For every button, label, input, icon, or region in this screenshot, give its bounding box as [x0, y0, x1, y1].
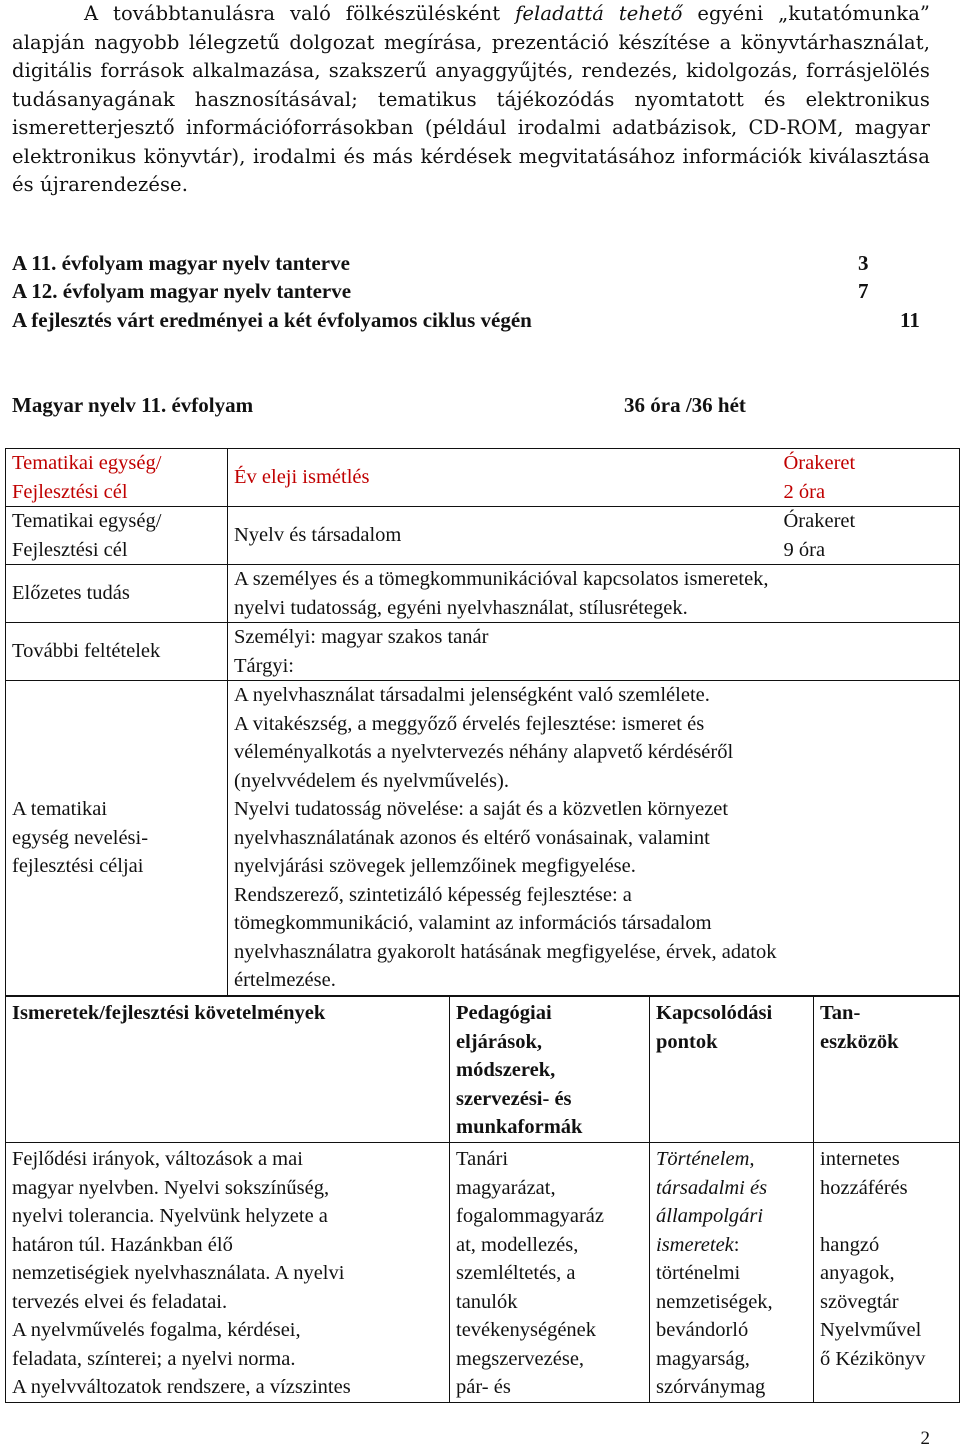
prior-label: Előzetes tudás: [6, 565, 228, 623]
content-line: nemzetiségiek nyelvhasználata. A nyelvi: [12, 1262, 345, 1284]
column-header-line: munkaformák: [456, 1116, 583, 1138]
goals-line: nyelvjárási szövegek jellemzőinek megfigyelése.: [234, 855, 636, 878]
unit-name-text: Nyelv és társadalom: [234, 524, 402, 547]
toc-entry: [12, 249, 930, 278]
tools-line: anyagok,: [820, 1262, 895, 1284]
goals-line: tömegkommunikáció, valamint az információs társadalom: [234, 912, 712, 935]
intro-italic: feladattá tehető: [515, 2, 683, 25]
content-line: határon túl. Hazánkban élő: [12, 1233, 233, 1256]
hours-label: Órakeret: [783, 510, 856, 532]
column-header: [814, 997, 960, 1143]
section-hours: 36 óra /36 hét: [624, 393, 746, 417]
method-cell: [450, 1143, 650, 1403]
unit-name: [228, 507, 778, 565]
toc-page: 11: [900, 308, 920, 332]
toc-page: 7: [858, 279, 869, 303]
unit-label-line: Fejlesztési cél: [12, 538, 128, 561]
conditions-label: További feltételek: [6, 623, 228, 681]
method-line: tanulók: [456, 1290, 518, 1313]
column-header-line: Pedagógiai: [456, 1002, 552, 1024]
column-header: [650, 997, 814, 1143]
unit-name-text: Év eleji ismétlés: [234, 466, 370, 489]
content-line: nyelvi tolerancia. Nyelvünk helyzete a: [12, 1205, 328, 1227]
content-line: A nyelvváltozatok rendszere, a vízszintes: [12, 1376, 351, 1398]
conditions-material: Tárgyi:: [234, 654, 294, 677]
toc-title: A 12. évfolyam magyar nyelv tanterve: [12, 279, 352, 303]
goals-line: nyelvhasználatra gyakorolt hatásának megfigyelése, érvek, adatok: [234, 940, 777, 963]
content-line: tervezés elvei és feladatai.: [12, 1290, 228, 1313]
connections-subject: ismeretek: [656, 1233, 734, 1256]
column-header: Ismeretek/fejlesztési követelmények: [6, 997, 450, 1143]
intro-paragraph: [12, 0, 930, 200]
column-header-line: eszközök: [820, 1030, 899, 1053]
intro-part1: A továbbtanulásra való fölkészülésként: [84, 2, 516, 25]
unit-hours: [778, 449, 960, 507]
connections-line: nemzetiségek,: [656, 1290, 773, 1313]
tools-line: Nyelvművel: [820, 1319, 922, 1341]
connections-line: magyarság,: [656, 1347, 750, 1370]
method-line: megszervezése,: [456, 1347, 585, 1370]
connections-colon: :: [733, 1233, 740, 1256]
goals-line: értelmezése.: [234, 969, 336, 992]
tools-line: ő Kézikönyv: [820, 1347, 926, 1370]
content-row: [6, 1143, 960, 1403]
unit-label-line: Tematikai egység/: [12, 510, 162, 532]
goals-label-line: A tematikai: [12, 798, 108, 821]
method-line: Tanári: [456, 1148, 509, 1170]
unit-table: [5, 448, 960, 996]
goals-text: [228, 681, 960, 996]
prior-text: [228, 565, 960, 623]
tools-spacer: [820, 1202, 953, 1231]
goals-label-line: fejlesztési céljai: [12, 855, 144, 878]
column-header-line: pontok: [656, 1030, 718, 1053]
unit-row: [6, 507, 960, 565]
column-header-line: eljárások,: [456, 1030, 542, 1053]
goals-line: nyelvhasználatának azonos és eltérő vonásainak, valamint: [234, 826, 710, 849]
tools-line: hangzó: [820, 1233, 880, 1256]
content-line: magyar nyelvben. Nyelvi sokszínűség,: [12, 1176, 330, 1199]
content-line: feladata, színterei; a nyelvi norma.: [12, 1347, 296, 1370]
connections-line: történelmi: [656, 1262, 741, 1284]
connections-subject: Történelem,: [656, 1148, 755, 1170]
toc-entry: [12, 277, 930, 306]
method-line: fogalommagyaráz: [456, 1205, 604, 1227]
connections-subject-line: [656, 1231, 807, 1260]
content-line: A nyelvművelés fogalma, kérdései,: [12, 1319, 301, 1341]
hours-value: 2 óra: [783, 480, 826, 503]
conditions-text: [228, 623, 960, 681]
toc-title: A fejlesztés várt eredményei a két évfolyamos ciklus végén: [12, 308, 532, 332]
goals-line: (nyelvvédelem és nyelvművelés).: [234, 769, 509, 792]
section-heading: [12, 393, 930, 418]
goals-line: véleményalkotás a nyelvtervezés néhány alapvető kérdéséről: [234, 741, 734, 764]
goals-row: [6, 681, 960, 996]
hours-label: Órakeret: [783, 452, 856, 474]
column-header-line: Tan-: [820, 1002, 861, 1024]
tools-cell: [814, 1143, 960, 1403]
method-line: pár- és: [456, 1376, 511, 1398]
method-line: tevékenységének: [456, 1319, 597, 1341]
goals-line: A vitakészség, a meggyőző érvelés fejlesztése: ismeret és: [234, 712, 705, 735]
toc-page: 3: [858, 251, 869, 275]
tools-line: hozzáférés: [820, 1176, 908, 1199]
connections-line: bevándorló: [656, 1319, 749, 1341]
goals-label: [6, 681, 228, 996]
column-header-line: módszerek,: [456, 1059, 556, 1081]
column-header-line: Kapcsolódási: [656, 1002, 773, 1024]
method-line: at, modellezés,: [456, 1233, 579, 1256]
connections-subject: állampolgári: [656, 1205, 764, 1227]
method-line: magyarázat,: [456, 1176, 556, 1199]
column-header-line: szervezési- és: [456, 1087, 572, 1110]
goals-line: Rendszerező, szintetizáló képesség fejlesztése: a: [234, 883, 632, 906]
connections-line: szórványmag: [656, 1376, 766, 1398]
goals-line: A nyelvhasználat társadalmi jelenségként való szemlélete.: [234, 684, 710, 707]
method-line: szemléltetés, a: [456, 1262, 576, 1284]
unit-name: [228, 449, 778, 507]
page-number: 2: [920, 1428, 930, 1449]
hours-value: 9 óra: [783, 538, 826, 561]
prior-line: A személyes és a tömegkommunikációval kapcsolatos ismeretek,: [234, 568, 769, 590]
section-title: Magyar nyelv 11. évfolyam: [12, 393, 254, 417]
tools-line: szövegtár: [820, 1290, 899, 1313]
content-table: [5, 996, 960, 1403]
prior-knowledge-row: [6, 565, 960, 623]
tools-line: internetes: [820, 1148, 900, 1170]
conditions-personal: Személyi: magyar szakos tanár: [234, 626, 489, 648]
toc-title: A 11. évfolyam magyar nyelv tanterve: [12, 251, 350, 275]
column-header: [450, 997, 650, 1143]
content-line: Fejlődési irányok, változások a mai: [12, 1148, 303, 1170]
conditions-row: [6, 623, 960, 681]
unit-label: [6, 449, 228, 507]
unit-hours: [778, 507, 960, 565]
goals-label-line: egység nevelési-: [12, 826, 149, 849]
unit-label: [6, 507, 228, 565]
connections-subject: társadalmi és: [656, 1176, 768, 1199]
content-cell: [6, 1143, 450, 1403]
unit-label-line: Tematikai egység/: [12, 452, 162, 474]
goals-line: Nyelvi tudatosság növelése: a saját és a közvetlen környezet: [234, 798, 729, 821]
columns-header-row: [6, 997, 960, 1143]
prior-line: nyelvi tudatosság, egyéni nyelvhasználat, stílusrétegek.: [234, 596, 688, 619]
intro-part2: egyéni „kutatómunka” alapján nagyobb lélegzetű dolgozat megírása, prezentáció készítése a könyvtárhasználat, digitális források alkalmazása, szakszerű anyaggyűjtés, rendezés, kidolgozás, forrásjelölés tudásanyagának hasznosításával; tematikus tájékozódás nyomtatott és elektronikus ismeretterjesztő információforrásokban (például irodalmi adatbázisok, CD-ROM, magyar elektronikus könyvtár), irodalmi és más kérdések megvitatásához információk kiválasztása és újrarendezése.: [12, 2, 930, 196]
connections-cell: [650, 1143, 814, 1403]
toc-entry: [12, 306, 930, 335]
unit-label-line: Fejlesztési cél: [12, 480, 128, 503]
unit-row: [6, 449, 960, 507]
